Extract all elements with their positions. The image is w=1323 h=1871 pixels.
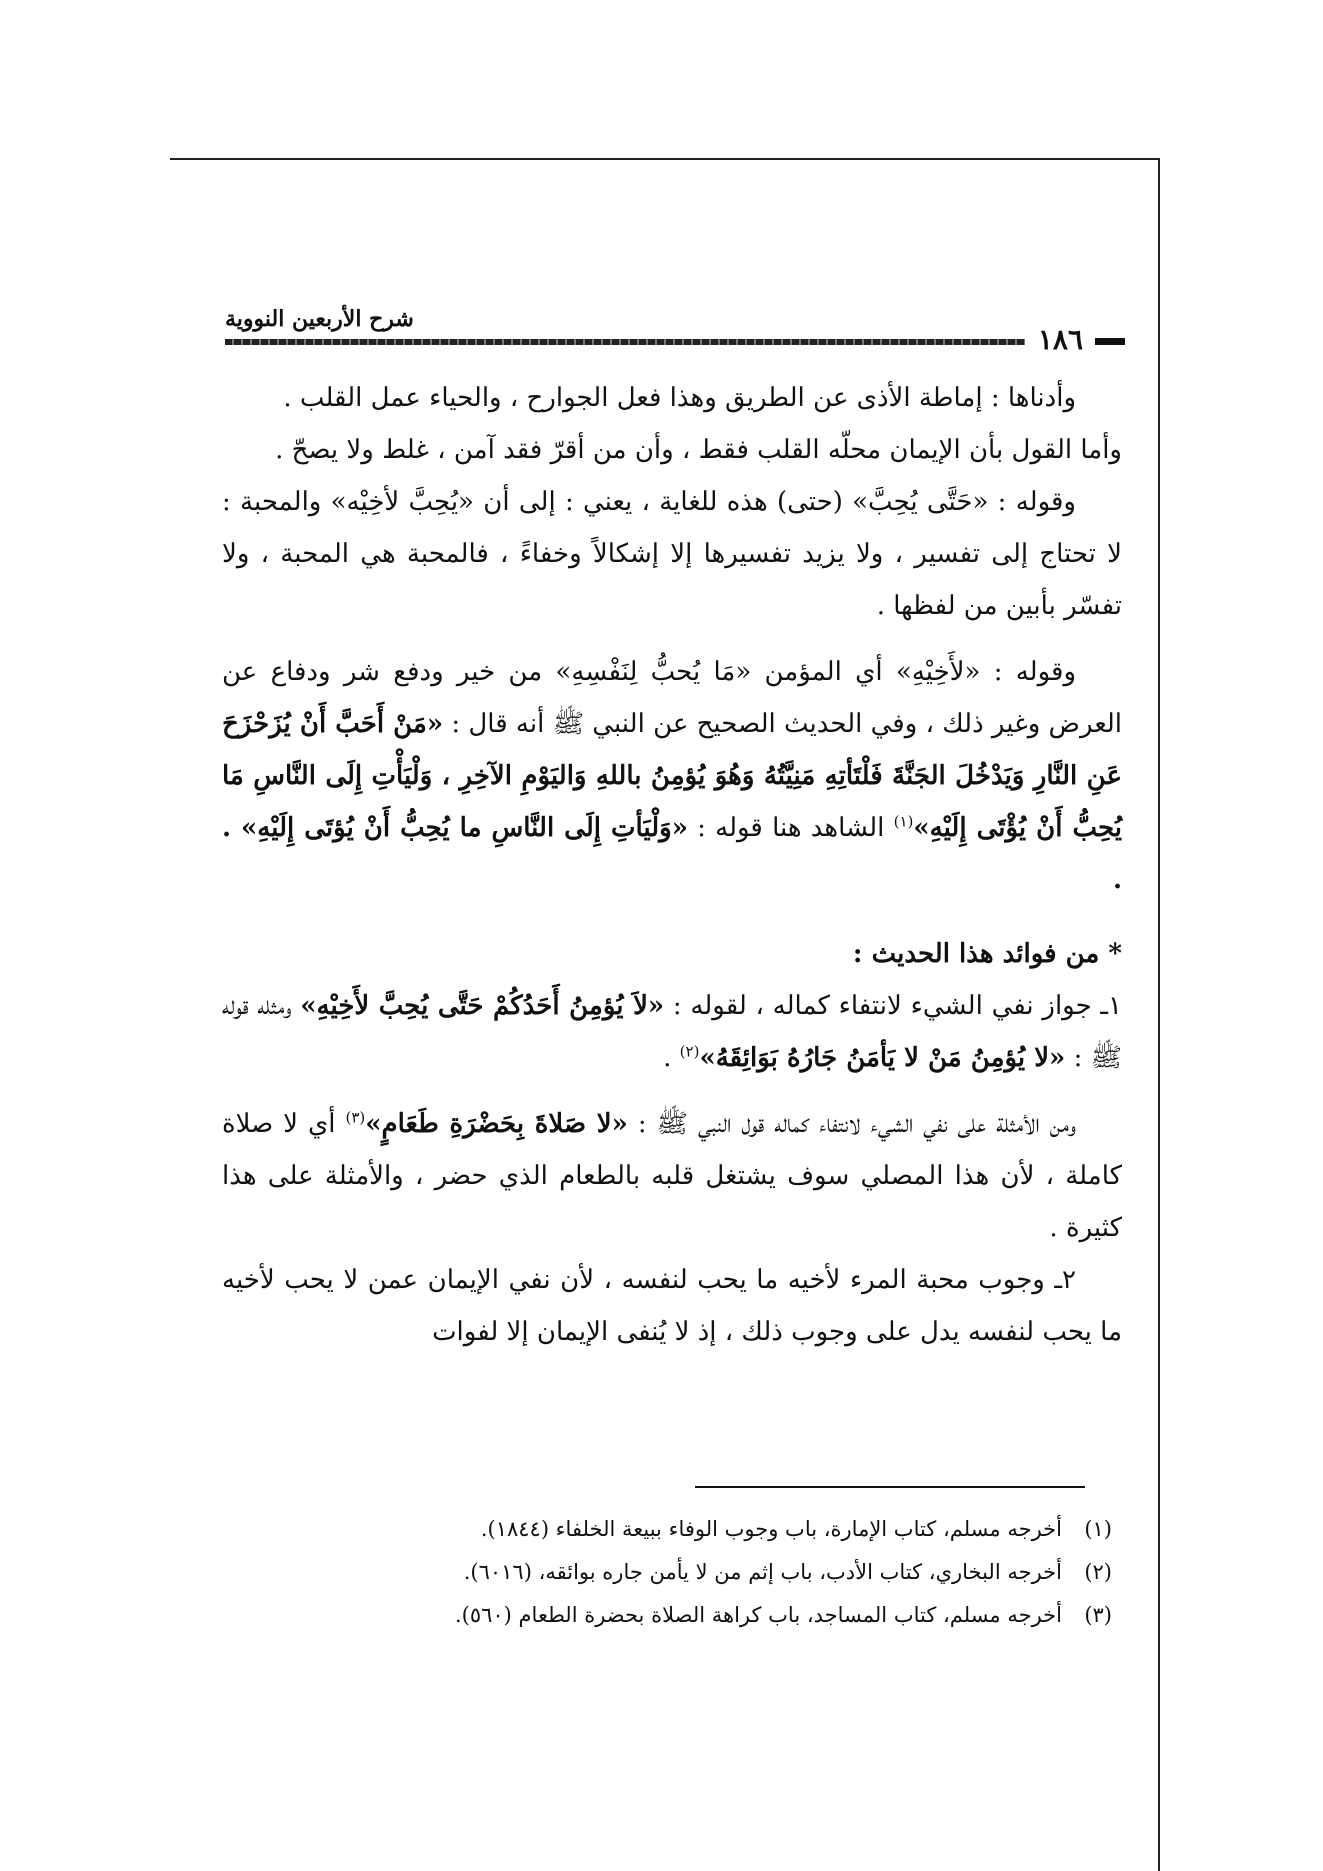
footnote: [222, 1508, 1112, 1551]
hadith-quote: «لا صَلاةَ بِحَضْرَةِ طَعَامٍ»: [365, 1109, 628, 1139]
paragraph: [222, 646, 1122, 906]
text-run: ١ـ جواز نفي الشيء لانتفاء كماله ، لقوله :: [672, 991, 1123, 1021]
frame-right-rule: [1158, 158, 1160, 1871]
list-item: ٢ـ وجوب محبة المرء لأخيه ما يحب لنفسه ، لأن نفي الإيمان عمن لا يحب لأخيه ما يحب لنفسه يدل على وجوب ذلك ، إذ لا يُنفى الإيمان إلا لفوات: [222, 1265, 1122, 1347]
footnote-marker: (٣): [345, 1108, 366, 1127]
hadith-quote: «لاَ يُؤمِنُ أَحَدُكُمْ حَتَّى يُحِبَّ لأَخِيْهِ»: [300, 991, 665, 1021]
footnote: [222, 1551, 1112, 1594]
footnote-text: أخرجه البخاري، كتاب الأدب، باب إثم من لا يأمن جاره بوائقه، (٦٠١٦).: [463, 1560, 1062, 1584]
paragraph: وأما القول بأن الإيمان محلّه القلب فقط ، وأن من أقرّ فقد آمن ، غلط ولا يصحّ .: [275, 435, 1122, 465]
hadith-quote: «مَنْ أَحَبَّ أَنْ يُزَحْزَحَ عَنِ النَّارِ وَيَدْخُلَ الجَنَّةَ فَلْتَأتِهِ مَنِيَّتُهُ وَهُوَ يُؤمِنُ باللهِ وَاليَوْمِ الآخِرِ ، وَلْيَأْتِ إِلَى النَّاسِ مَا يُحِبُّ أَنْ يُؤْتَى إِلَيْهِ»: [222, 709, 1123, 843]
footnote-text: أخرجه مسلم، كتاب المساجد، باب كراهة الصلاة بحضرة الطعام (٥٦٠).: [454, 1603, 1062, 1627]
list-item: [222, 980, 1122, 1084]
text-run: ومثله قوله ﷺ :: [222, 991, 1122, 1073]
main-text: [222, 372, 1122, 1358]
footnote-marker: (٢): [679, 1042, 700, 1061]
paragraph: وأدناها : إماطة الأذى عن الطريق وهذا فعل الجوارح ، والحياء عمل القلب .: [283, 383, 1076, 413]
text-run: .: [663, 1043, 672, 1073]
hadith-quote: «وَلْيَأتِ إِلَى النَّاسِ ما يُحِبُّ أَنْ يُؤتَى إِلَيْهِ» . .: [222, 813, 1122, 895]
text-run: ومن الأمثلة على نفي الشيء لانتفاء كماله قول النبي ﷺ :: [637, 1109, 1077, 1139]
footnote-text: أخرجه مسلم، كتاب الإمارة، باب وجوب الوفاء ببيعة الخلفاء (١٨٤٤).: [480, 1517, 1062, 1541]
footnote-number: (٣): [1084, 1603, 1112, 1627]
hadith-quote: «لا يُؤمِنُ مَنْ لا يَأمَنُ جَارُهُ بَوَائِقَهُ»: [699, 1043, 1066, 1073]
footnote-number: (١): [1084, 1517, 1112, 1541]
footnote-separator: [695, 1486, 1085, 1488]
footnotes: [222, 1508, 1112, 1637]
text-run: أي لا صلاة كاملة ، لأن هذا المصلي سوف يشتغل قلبه بالطعام الذي حضر ، والأمثلة على هذا كثيرة .: [222, 1109, 1122, 1243]
footnote-marker: (١): [893, 812, 914, 831]
header-rule: [225, 339, 1025, 345]
paragraph: وقوله : «حَتَّى يُحِبَّ» (حتى) هذه للغاية ، يعني : إلى أن «يُحِبَّ لأخِيْه» والمحبة : لا تحتاج إلى تفسير ، ولا يزيد تفسيرها إلا إشكالاً وخفاءً ، فالمحبة هي المحبة ، ولا تفسّر بأبين من لفظها .: [222, 487, 1122, 621]
page-header: [225, 298, 1125, 356]
text-run: وقوله : «لأَخِيْهِ» أي المؤمن «مَا يُحبُّ لِنَفْسِهِ» من خير ودفع شر ودفاع عن العرض وغير ذلك ، وفي الحديث الصحيح عن النبي ﷺ أنه قال :: [222, 657, 1123, 739]
header-dash: [1095, 338, 1125, 345]
section-heading: * من فوائد هذا الحديث :: [852, 939, 1122, 969]
footnote: [222, 1594, 1112, 1637]
footnote-number: (٢): [1084, 1560, 1112, 1584]
text-run: الشاهد هنا قوله :: [697, 813, 885, 843]
frame-top-rule: [170, 158, 1160, 160]
running-title: شرح الأربعين النووية: [225, 306, 414, 332]
page-number: ١٨٦: [1037, 323, 1083, 356]
paragraph: [222, 1098, 1122, 1254]
